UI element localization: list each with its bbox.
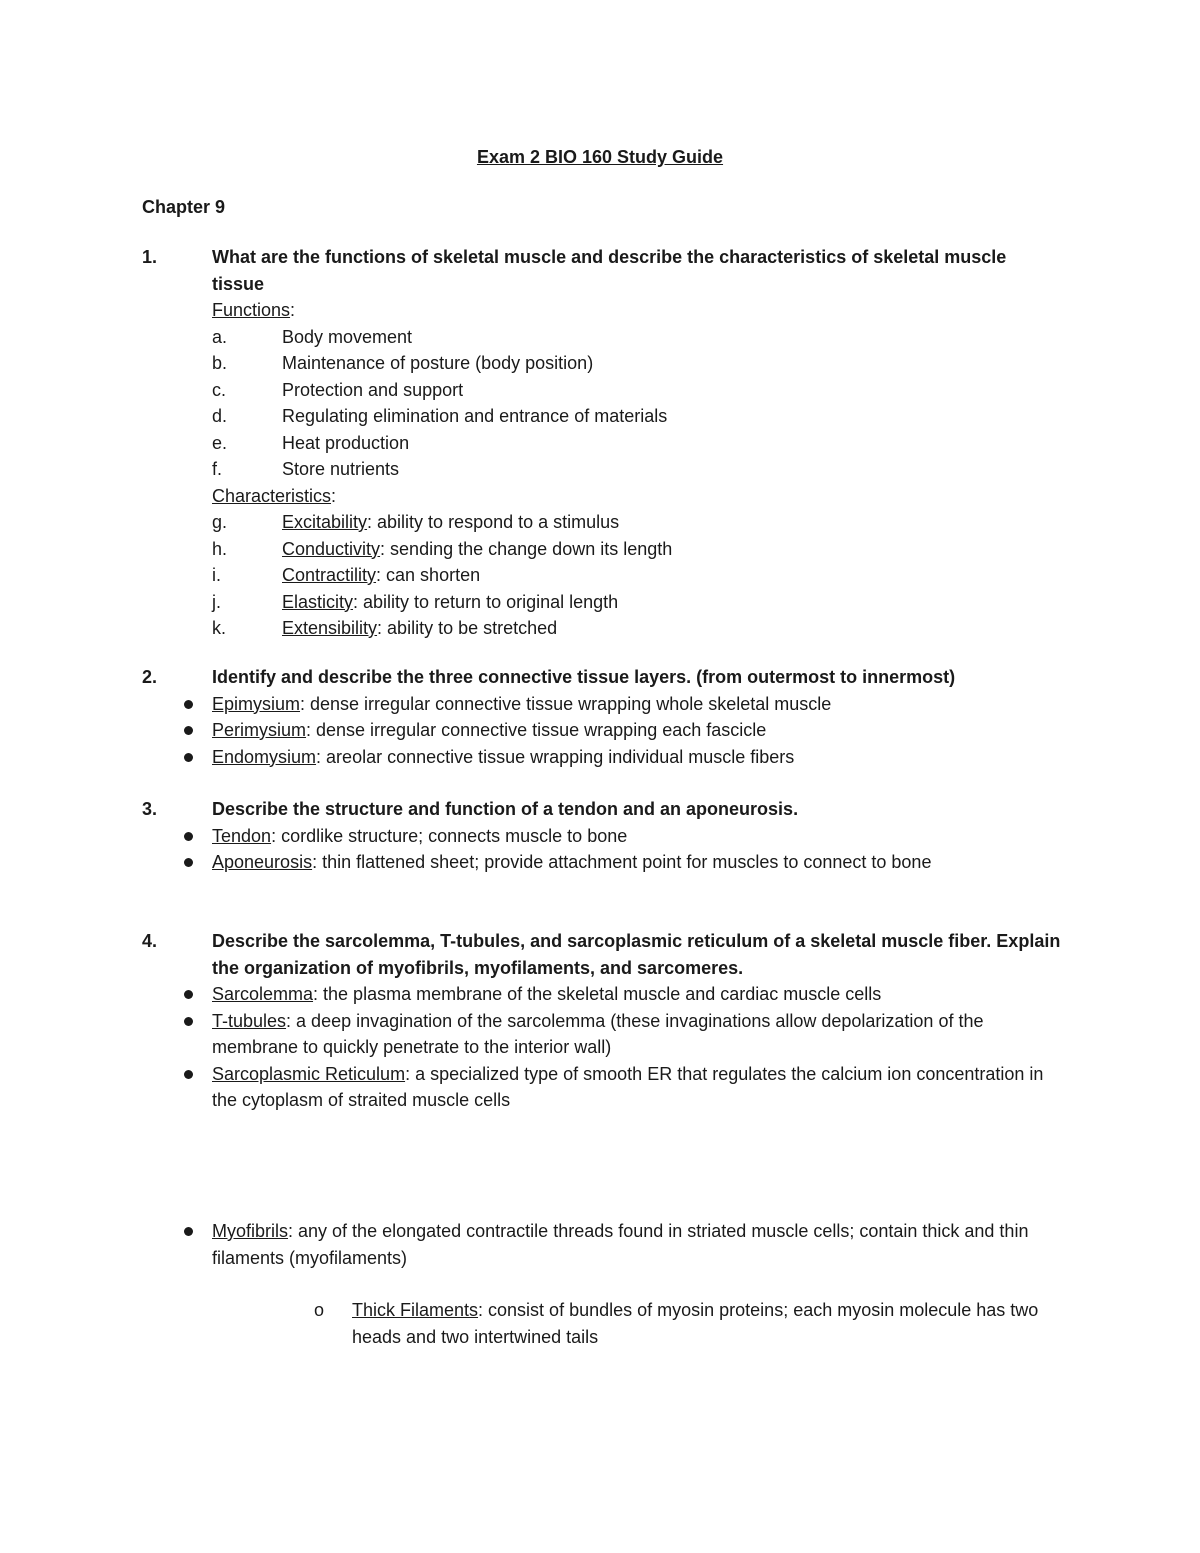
bullet-icon	[142, 849, 212, 876]
document-title: Exam 2 BIO 160 Study Guide	[476, 147, 724, 167]
list-item: b. Maintenance of posture (body position)	[212, 353, 594, 373]
bullet-item: Myofibrils: any of the elongated contractile threads found in striated muscle cells; contain thick and thin filaments (myofilaments)	[142, 1218, 1062, 1271]
bullet-icon	[142, 823, 212, 850]
question-3	[142, 796, 1062, 876]
functions-label: Functions:	[212, 300, 296, 320]
list-item: e. Heat production	[212, 432, 410, 453]
bullet-item: Aponeurosis: thin flattened sheet; provide attachment point for muscles to connect to bone	[142, 849, 1062, 876]
list-item: h. Conductivity: sending the change down its length	[212, 538, 673, 559]
question-number: 2.	[142, 667, 158, 687]
list-item: c. Protection and support	[212, 379, 464, 400]
bullet-item: T-tubules: a deep invagination of the sarcolemma (these invaginations allow depolarization of the membrane to quickly penetrate to the interior wall)	[142, 1008, 1062, 1061]
bullet-icon	[142, 1008, 212, 1061]
question-2	[142, 664, 1062, 770]
question-text: Identify and describe the three connective tissue layers. (from outermost to innermost)	[212, 667, 956, 687]
thick-filaments-section	[142, 1297, 1062, 1350]
circle-bullet-icon: o	[314, 1300, 325, 1320]
bullet-item: Endomysium: areolar connective tissue wrapping individual muscle fibers	[142, 744, 1062, 771]
question-text: What are the functions of skeletal muscle and describe the characteristics of skeletal muscle tissue	[212, 247, 1007, 294]
bullet-item: Perimysium: dense irregular connective tissue wrapping each fascicle	[142, 717, 1062, 744]
list-item: d. Regulating elimination and entrance of materials	[212, 406, 668, 426]
characteristics-label: Characteristics:	[212, 485, 337, 506]
bullet-icon	[142, 1061, 212, 1114]
list-item: k. Extensibility: ability to be stretched	[212, 618, 558, 638]
chapter-heading: Chapter 9	[142, 197, 226, 217]
bullet-icon	[142, 1218, 212, 1271]
sub-bullet-item: o Thick Filaments: consist of bundles of myosin proteins; each myosin molecule has two heads and two intertwined tails	[282, 1297, 1062, 1350]
bullet-item: Epimysium: dense irregular connective tissue wrapping whole skeletal muscle	[142, 691, 1062, 718]
bullet-icon	[142, 691, 212, 718]
list-item: i. Contractility: can shorten	[212, 565, 481, 585]
bullet-icon	[142, 744, 212, 771]
question-text: Describe the structure and function of a tendon and an aponeurosis.	[212, 799, 799, 819]
myofibrils-section	[142, 1218, 1062, 1271]
bullet-item: Sarcoplasmic Reticulum: a specialized type of smooth ER that regulates the calcium ion concentration in the cytoplasm of straited muscle cells	[142, 1061, 1062, 1114]
bullet-icon	[142, 981, 212, 1008]
question-text: Describe the sarcolemma, T-tubules, and sarcoplasmic reticulum of a skeletal muscle fiber. Explain the organization of myofibrils, myofilaments, and sarcomeres.	[212, 931, 1061, 978]
bullet-icon	[142, 717, 212, 744]
bullet-item: Sarcolemma: the plasma membrane of the skeletal muscle and cardiac muscle cells	[142, 981, 1062, 1008]
list-item: g. Excitability: ability to respond to a stimulus	[212, 512, 620, 532]
bullet-item: Tendon: cordlike structure; connects muscle to bone	[142, 823, 1062, 850]
question-number: 4.	[142, 931, 158, 951]
list-item: a. Body movement	[212, 326, 413, 347]
question-4	[142, 928, 1062, 1114]
list-item: f. Store nutrients	[212, 459, 400, 479]
question-number: 3.	[142, 799, 158, 819]
question-1	[142, 244, 1062, 642]
list-item: j. Elasticity: ability to return to original length	[212, 591, 619, 612]
question-number: 1.	[142, 247, 158, 267]
